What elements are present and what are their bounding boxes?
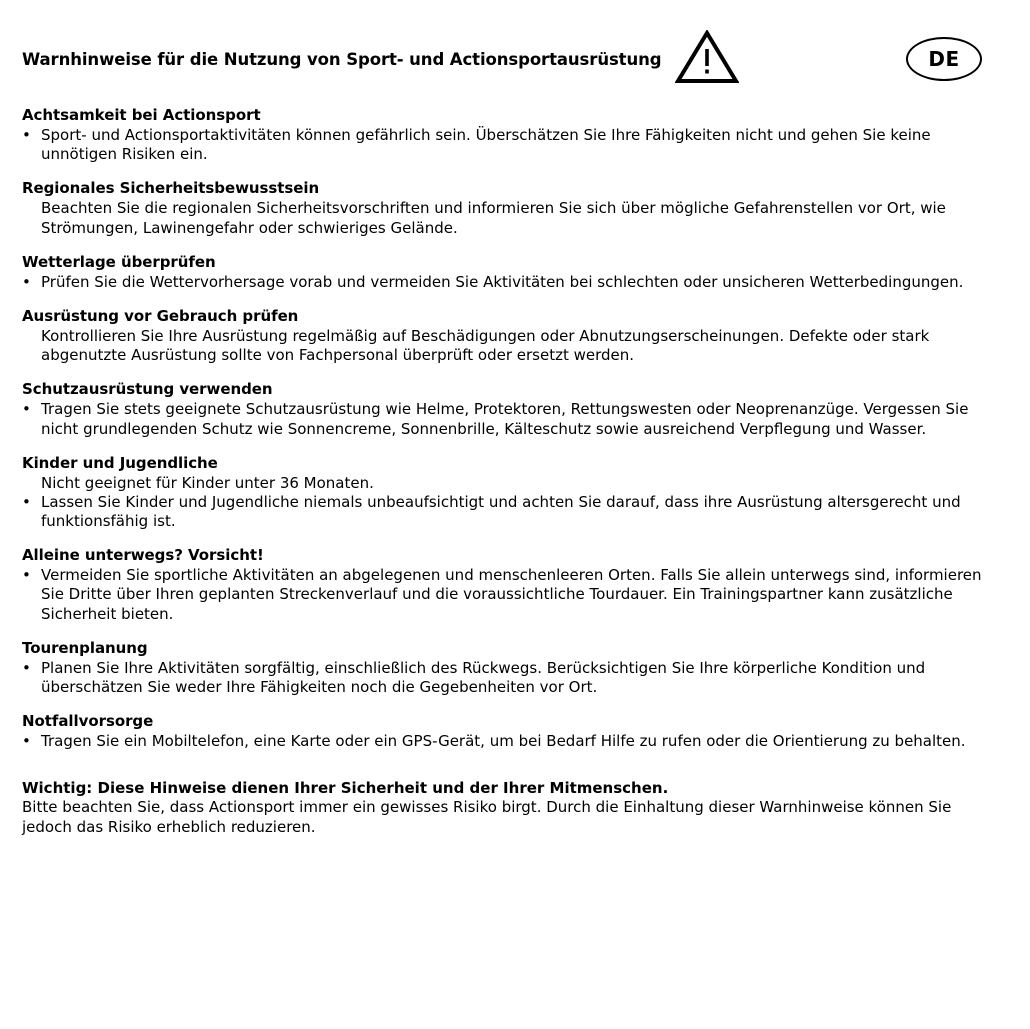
section-title: Kinder und Jugendliche [22, 453, 218, 472]
footer-note [22, 779, 996, 836]
sections-container [22, 106, 996, 751]
section-lines [22, 327, 996, 365]
list-item [22, 199, 996, 237]
list-item-text: Beachten Sie die regionalen Sicherheitsvorschriften und informieren Sie sich über mögliche Gefahrenstellen vor Ort, wie Strömungen, Lawinengefahr oder schwieriges Gelände. [41, 199, 946, 237]
section-lines [22, 199, 996, 237]
section-lines [22, 566, 996, 624]
list-item [22, 493, 996, 531]
list-item [22, 659, 996, 697]
list-item [22, 400, 996, 438]
section-lines [22, 126, 996, 164]
section-title: Regionales Sicherheitsbewusstsein [22, 179, 320, 198]
bullet-icon: • [22, 658, 31, 677]
page-title: Warnhinweise für die Nutzung von Sport- und Actionsportausrüstung [22, 49, 662, 69]
list-item-text: Tragen Sie ein Mobiltelefon, eine Karte oder ein GPS-Gerät, um bei Bedarf Hilfe zu rufen oder die Orientierung zu behalten. [41, 732, 966, 751]
section-title: Ausrüstung vor Gebrauch prüfen [22, 306, 299, 325]
list-item-text: Planen Sie Ihre Aktivitäten sorgfältig, einschließlich des Rückwegs. Berücksichtigen Sie Ihre körperliche Kondition und überschätzen Sie weder Ihre Fähigkeiten noch die Gegebenheiten vor Ort. [41, 658, 926, 696]
list-item [22, 126, 996, 164]
list-item-text: Tragen Sie stets geeignete Schutzausrüstung wie Helme, Protektoren, Rettungswesten oder Neoprenanzüge. Vergessen Sie nicht grundlegenden Schutz wie Sonnencreme, Sonnenbrille, Kälteschutz sowie ausreichend Verpflegung und Wasser. [41, 400, 969, 438]
section [22, 307, 996, 365]
section-title: Notfallvorsorge [22, 712, 154, 731]
list-item [22, 566, 996, 624]
section [22, 712, 996, 751]
section [22, 639, 996, 697]
list-item-text: Nicht geeignet für Kinder unter 36 Monaten. [41, 473, 374, 492]
list-item [22, 327, 996, 365]
section [22, 454, 996, 532]
bullet-icon: • [22, 492, 31, 511]
footer-title: Wichtig: Diese Hinweise dienen Ihrer Sicherheit und der Ihrer Mitmenschen. [22, 779, 669, 798]
section-title: Alleine unterwegs? Vorsicht! [22, 546, 264, 565]
bullet-icon: • [22, 566, 31, 585]
section [22, 253, 996, 292]
list-item-text: Sport- und Actionsportaktivitäten können gefährlich sein. Überschätzen Sie Ihre Fähigkeiten nicht und gehen Sie keine unnötigen Risiken ein. [41, 126, 931, 164]
list-item [22, 474, 996, 493]
bullet-icon: • [22, 126, 31, 144]
section [22, 546, 996, 624]
section-lines [22, 732, 996, 751]
list-item-text: Prüfen Sie die Wettervorhersage vorab und vermeiden Sie Aktivitäten bei schlechten oder unsicheren Wetterbedingungen. [41, 272, 964, 291]
document-header [22, 30, 996, 88]
section [22, 380, 996, 438]
list-item-text: Lassen Sie Kinder und Jugendliche niemals unbeaufsichtigt und achten Sie darauf, dass ihre Ausrüstung altersgerecht und funktionsfähig ist. [41, 492, 961, 531]
warning-triangle-icon [675, 30, 739, 88]
bullet-icon: • [22, 272, 31, 291]
language-badge-label: DE [928, 47, 960, 71]
section-title: Tourenplanung [22, 638, 148, 657]
list-item-text: Vermeiden Sie sportliche Aktivitäten an abgelegenen und menschenleeren Orten. Falls Sie allein unterwegs sind, informieren Sie Dritte über Ihren geplanten Streckenverlauf und die voraussichtliche Tourdauer. Ein Trainingspartner kann zusätzliche Sicherheit bieten. [41, 566, 982, 623]
list-item [22, 273, 996, 292]
section-title: Wetterlage überprüfen [22, 252, 216, 271]
section-lines [22, 659, 996, 697]
footer-text: Bitte beachten Sie, dass Actionsport immer ein gewisses Risiko birgt. Durch die Einhaltung dieser Warnhinweise können Sie jedoch das Risiko erheblich reduzieren. [22, 798, 952, 836]
section [22, 106, 996, 164]
section [22, 179, 996, 237]
section-lines [22, 400, 996, 438]
list-item-text: Kontrollieren Sie Ihre Ausrüstung regelmäßig auf Beschädigungen oder Abnutzungserscheinungen. Defekte oder stark abgenutzte Ausrüstung sollte von Fachpersonal überprüft oder ersetzt werden. [41, 326, 930, 365]
bullet-icon: • [22, 732, 31, 751]
section-lines [22, 474, 996, 532]
list-item [22, 732, 996, 751]
section-lines [22, 273, 996, 292]
bullet-icon: • [22, 400, 31, 419]
language-badge [906, 37, 982, 81]
section-title: Schutzausrüstung verwenden [22, 380, 273, 399]
section-title: Achtsamkeit bei Actionsport [22, 106, 261, 124]
